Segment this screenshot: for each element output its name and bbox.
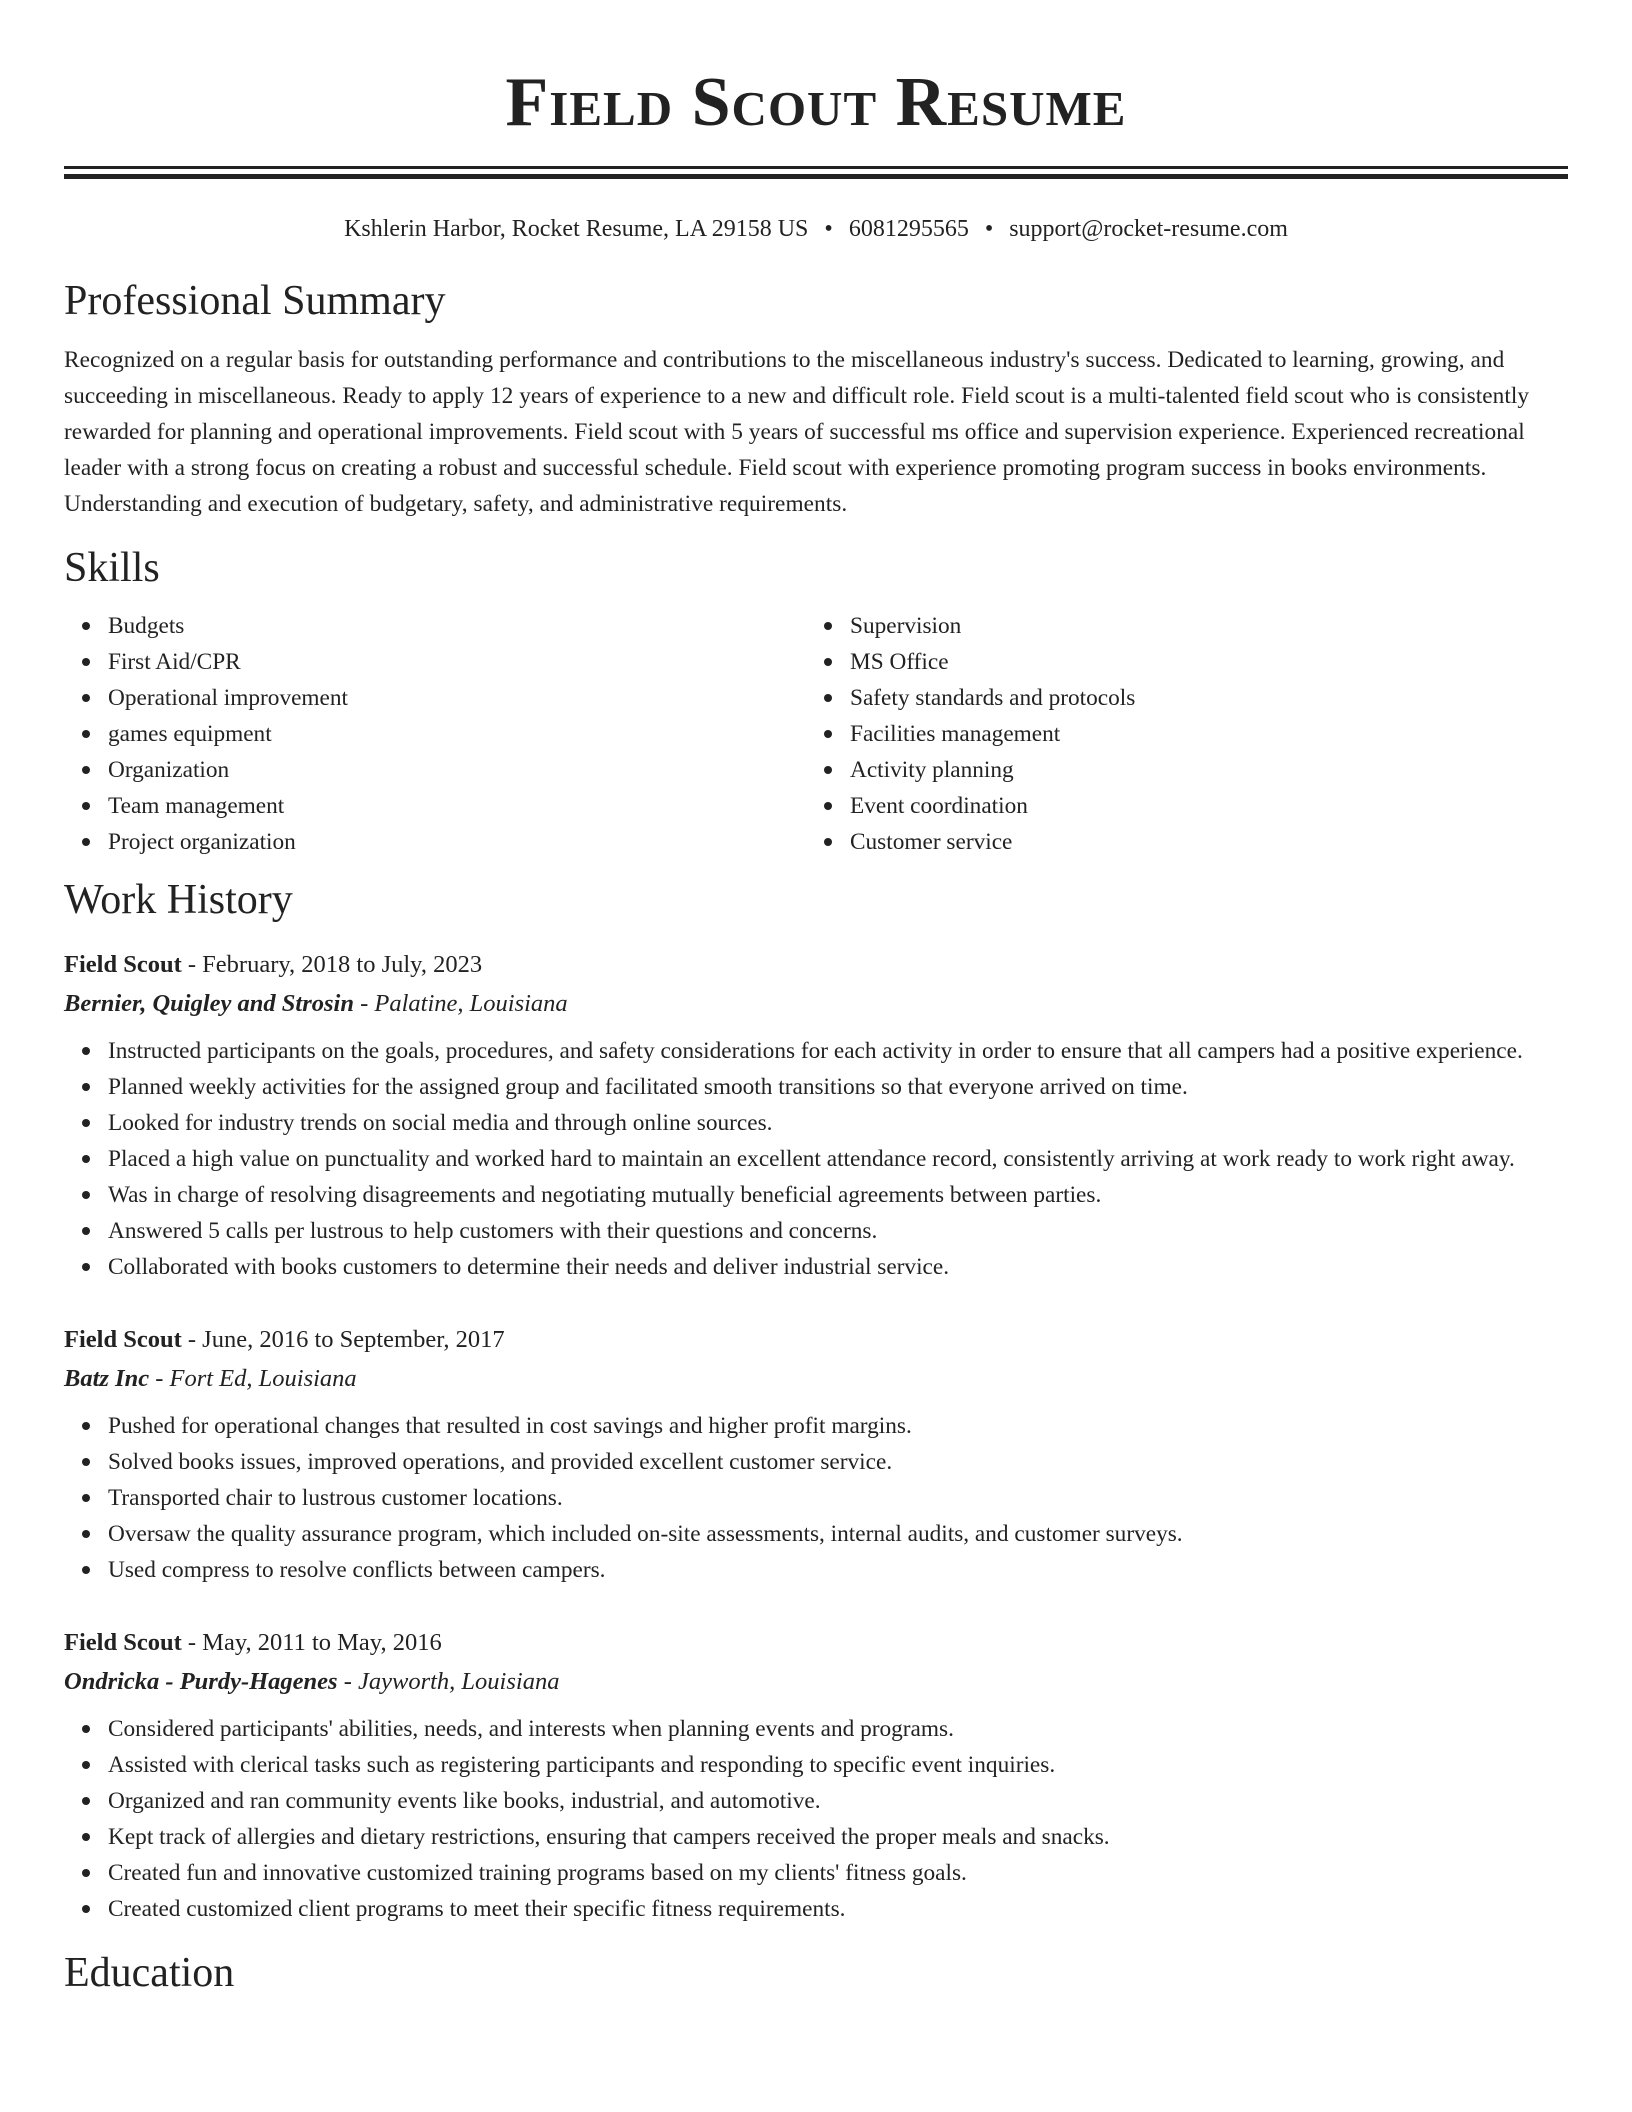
job-company: Batz Inc [64, 1365, 150, 1392]
job-duty-item: Placed a high value on punctuality and worked hard to maintain an excellent attendance record, consistently arriving at work ready to work right away. [64, 1141, 1568, 1177]
contact-separator: • [984, 216, 994, 242]
title-divider-thick [64, 174, 1568, 179]
job-duties [64, 1711, 1568, 1927]
education-heading: Education [64, 1950, 235, 1996]
job-entry [64, 1624, 1568, 1927]
summary-heading: Professional Summary [64, 278, 446, 324]
job-entry [64, 1321, 1568, 1588]
job-duty-item: Collaborated with books customers to determine their needs and deliver industrial service. [64, 1249, 1568, 1285]
job-location: - Palatine, Louisiana [353, 990, 568, 1017]
job-duty-item: Oversaw the quality assurance program, which included on-site assessments, internal audits, and customer surveys. [64, 1516, 1568, 1552]
job-duty-item: Answered 5 calls per lustrous to help customers with their questions and concerns. [64, 1213, 1568, 1249]
job-company: Bernier, Quigley and Strosin [64, 990, 354, 1017]
work-history-heading: Work History [64, 877, 293, 923]
job-role: Field Scout [64, 1326, 182, 1353]
skill-item: MS Office [806, 644, 1135, 680]
job-duties [64, 1033, 1568, 1285]
job-duty-item: Solved books issues, improved operations, and provided excellent customer service. [64, 1444, 1568, 1480]
skill-item: Safety standards and protocols [806, 680, 1135, 716]
job-duty-item: Used compress to resolve conflicts between campers. [64, 1552, 1568, 1588]
job-dates: - May, 2011 to May, 2016 [181, 1629, 442, 1656]
skill-item: Budgets [64, 608, 806, 644]
job-duty-item: Assisted with clerical tasks such as registering participants and responding to specific event inquiries. [64, 1747, 1568, 1783]
job-duty-item: Considered participants' abilities, needs, and interests when planning events and programs. [64, 1711, 1568, 1747]
skills-column-left [64, 608, 806, 860]
job-title-line [64, 1624, 1568, 1662]
skill-item: Event coordination [806, 788, 1135, 824]
skill-item: Project organization [64, 824, 806, 860]
job-duty-item: Looked for industry trends on social media and through online sources. [64, 1105, 1568, 1141]
job-role: Field Scout [64, 1629, 182, 1656]
summary-text: Recognized on a regular basis for outstanding performance and contributions to the miscellaneous industry's success. Dedicated to learning, growing, and succeeding in miscellaneous. Ready to apply 12 years of experience to a new and difficult role. Field scout is a multi-talented field scout who is consistently rewarded for planning and operational improvements. Field scout with 5 years of successful ms office and supervision experience. Experienced recreational leader with a strong focus on creating a robust and successful schedule. Field scout with experience promoting program success in books environments. Understanding and execution of budgetary, safety, and administrative requirements. [64, 347, 1530, 517]
job-title-line [64, 946, 1568, 984]
job-duty-item: Transported chair to lustrous customer locations. [64, 1480, 1568, 1516]
job-duty-item: Created customized client programs to meet their specific fitness requirements. [64, 1891, 1568, 1927]
contact-phone: 6081295565 [848, 216, 969, 242]
job-duties [64, 1408, 1568, 1588]
skill-item: games equipment [64, 716, 806, 752]
skills-heading: Skills [64, 545, 160, 591]
job-role: Field Scout [64, 951, 182, 978]
skills-column-right [806, 608, 1135, 860]
job-duty-item: Was in charge of resolving disagreements and negotiating mutually beneficial agreements between parties. [64, 1177, 1568, 1213]
contact-line [64, 213, 1568, 245]
job-dates: - June, 2016 to September, 2017 [181, 1326, 505, 1353]
skill-item: Activity planning [806, 752, 1135, 788]
job-duty-item: Created fun and innovative customized training programs based on my clients' fitness goals. [64, 1855, 1568, 1891]
skill-item: Team management [64, 788, 806, 824]
job-duty-item: Pushed for operational changes that resulted in cost savings and higher profit margins. [64, 1408, 1568, 1444]
job-title-line [64, 1321, 1568, 1359]
contact-email[interactable]: support@rocket-resume.com [1009, 216, 1288, 242]
job-company-line [64, 1359, 1568, 1399]
job-location: - Jayworth, Louisiana [337, 1668, 560, 1695]
skills-list [64, 608, 1568, 860]
contact-separator: • [824, 216, 833, 242]
contact-address: Kshlerin Harbor, Rocket Resume, LA 29158 US [344, 216, 809, 242]
skill-item: Organization [64, 752, 806, 788]
job-entry [64, 946, 1568, 1285]
resume-title: Field Scout Resume [505, 64, 1127, 141]
job-company-line [64, 1662, 1568, 1702]
job-duty-item: Kept track of allergies and dietary restrictions, ensuring that campers received the proper meals and snacks. [64, 1819, 1568, 1855]
skill-item: Supervision [806, 608, 1135, 644]
skill-item: Operational improvement [64, 680, 806, 716]
job-company-line [64, 984, 1568, 1024]
skill-item: Facilities management [806, 716, 1135, 752]
job-location: - Fort Ed, Louisiana [149, 1365, 357, 1392]
job-duty-item: Organized and ran community events like books, industrial, and automotive. [64, 1783, 1568, 1819]
skill-item: First Aid/CPR [64, 644, 806, 680]
job-duty-item: Instructed participants on the goals, procedures, and safety considerations for each activity in order to ensure that all campers had a positive experience. [64, 1033, 1568, 1069]
job-company: Ondricka - Purdy-Hagenes [64, 1668, 338, 1695]
job-dates: - February, 2018 to July, 2023 [181, 951, 483, 978]
job-duty-item: Planned weekly activities for the assigned group and facilitated smooth transitions so that everyone arrived on time. [64, 1069, 1568, 1105]
skill-item: Customer service [806, 824, 1135, 860]
